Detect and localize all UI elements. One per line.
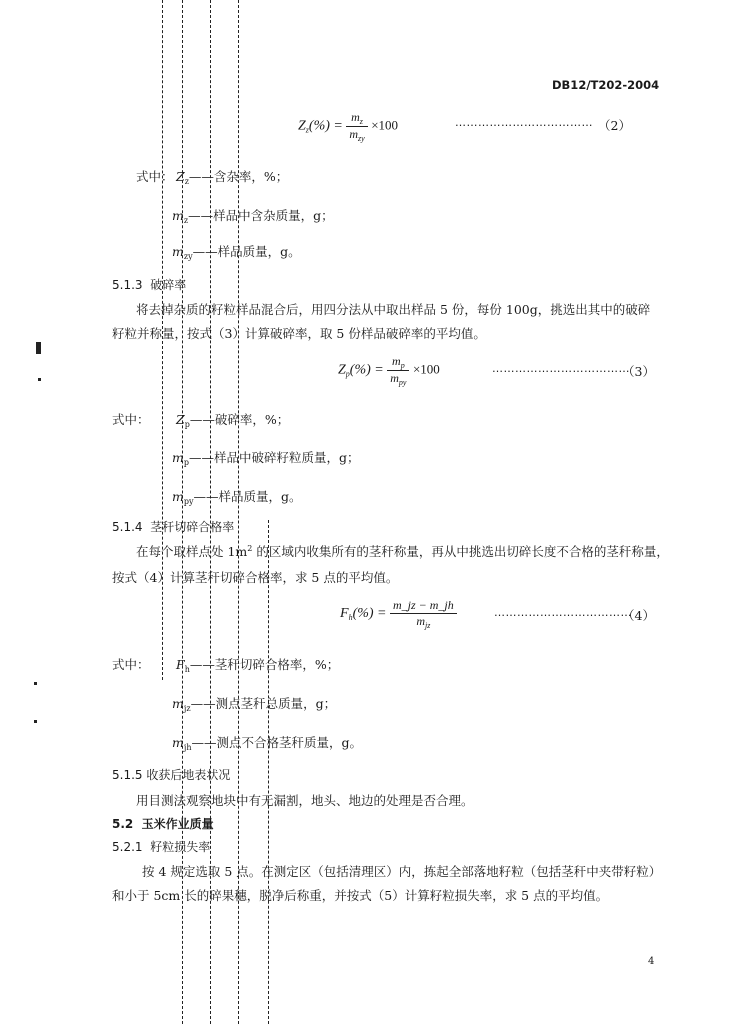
- page-number: 4: [648, 956, 655, 967]
- def-4-2-sub: jz: [183, 704, 191, 713]
- formula-2-fraction: [346, 110, 367, 143]
- def-3-3: [172, 487, 302, 506]
- formula-4: [340, 598, 457, 630]
- section-5-1-4-title: 茎秆切碎合格率: [150, 520, 235, 534]
- def-2-1-sub: z: [184, 177, 189, 186]
- formula-2-denominator: m: [349, 127, 359, 141]
- def-4-1-sub: h: [184, 665, 190, 674]
- formula-3-numerator-sub: p: [400, 361, 405, 370]
- section-5-1-4-text-b: 的区域内收集所有的茎秆称量，再从中挑选出切碎长度不合格的茎秆称量，: [252, 544, 669, 559]
- formula-4-number: （4）: [622, 608, 655, 623]
- def-3-1-symbol: Z: [176, 412, 185, 427]
- section-5-2-heading: [112, 815, 214, 832]
- def-3-3-symbol: m: [172, 489, 184, 504]
- def-4-1-text: ——茎秆切碎合格率，%；: [189, 657, 340, 672]
- def-3-1: [176, 410, 289, 429]
- section-5-1-4-text-a: 在每个取样点处 1m: [136, 544, 248, 559]
- formula-2-lhs: Z: [298, 118, 306, 134]
- where-label-4: 式中：: [112, 657, 150, 672]
- scan-line-5: [268, 520, 269, 1024]
- formula-2-lhs-sub: z: [305, 125, 309, 135]
- def-2-1: [176, 167, 288, 186]
- def-2-3: [172, 242, 301, 261]
- formula-3-number: （3）: [622, 364, 655, 379]
- section-5-2-1-number: 5.2.1: [112, 840, 143, 854]
- formula-3-fraction: [387, 354, 409, 387]
- section-5-1-3-para-line-2: 籽粒并称量，按式（3）计算破碎率，取 5 份样品破碎率的平均值。: [112, 326, 486, 341]
- formula-2-denominator-sub: zy: [358, 134, 365, 143]
- def-4-1-symbol: F: [176, 657, 185, 672]
- formula-3-numerator: m: [392, 354, 401, 368]
- scan-speck: [38, 378, 41, 381]
- def-3-2-symbol: m: [172, 450, 184, 465]
- def-4-1: [176, 655, 339, 674]
- formula-3-dots: ………………………………: [492, 362, 630, 375]
- formula-3-lhs: Z: [338, 362, 346, 378]
- def-3-3-text: ——样品质量，g。: [193, 489, 302, 504]
- def-2-2-sub: z: [183, 216, 189, 225]
- formula-2-number: （2）: [598, 118, 631, 133]
- def-4-2-text: ——测点茎秆总质量，g；: [190, 696, 337, 711]
- formula-4-numerator: m_jz − m_jh: [393, 598, 454, 612]
- formula-4-lhs: F: [340, 606, 349, 622]
- formula-4-denominator: m: [416, 614, 426, 628]
- section-5-1-5-para: 用目测法观察地块中有无漏割，地头、地边的处理是否合理。: [136, 793, 474, 808]
- def-2-2: [172, 206, 334, 225]
- where-label-2: 式中：: [136, 169, 174, 184]
- def-3-1-sub: p: [184, 420, 190, 429]
- def-3-3-sub: py: [183, 497, 194, 506]
- section-5-2-1-para-line-2: 和小于 5cm 长的碎果穗，脱净后称重，并按式（5）计算籽粒损失率，求 5 点的平均值。: [112, 888, 609, 903]
- def-2-3-sub: zy: [183, 252, 193, 261]
- formula-2-numerator: m: [351, 110, 360, 124]
- document-code: DB12/T202-2004: [552, 78, 660, 92]
- section-5-1-5-heading: [112, 766, 230, 783]
- formula-2-numerator-sub: z: [359, 117, 363, 126]
- section-5-1-3-number: 5.1.3: [112, 278, 143, 292]
- section-5-1-3-title: 破碎率: [150, 278, 187, 292]
- formula-4-denominator-sub: jz: [425, 621, 431, 630]
- formula-3: [338, 354, 440, 387]
- formula-3-denominator: m: [390, 371, 399, 385]
- where-label-3: 式中：: [112, 412, 150, 427]
- def-2-1-text: ——含杂率，%；: [188, 169, 289, 184]
- section-5-1-4-heading: [112, 518, 234, 535]
- def-4-2-symbol: m: [172, 696, 184, 711]
- formula-3-lhs-sub: p: [345, 369, 350, 379]
- formula-2-pct: (%) =: [308, 118, 343, 134]
- formula-3-multiplier: ×100: [412, 361, 440, 377]
- scan-speck: [34, 682, 37, 685]
- formula-2-multiplier: ×100: [371, 117, 399, 133]
- formula-4-fraction: [390, 598, 457, 630]
- def-3-2: [172, 448, 360, 467]
- def-2-2-symbol: m: [172, 208, 184, 223]
- section-5-1-3-para-line-1: 将去掉杂质的籽粒样品混合后，用四分法从中取出样品 5 份，每份 100g，挑选出其中的破碎: [136, 302, 651, 317]
- def-4-3-symbol: m: [172, 735, 184, 750]
- section-5-1-5-title: 收获后地表状况: [146, 768, 231, 782]
- formula-2: [298, 110, 398, 143]
- section-5-2-title: 玉米作业质量: [141, 817, 214, 831]
- section-5-2-1-para-line-1: 按 4 规定选取 5 点。在测定区（包括清理区）内，拣起全部落地籽粒（包括茎秆中夹带籽粒）: [142, 864, 662, 879]
- formula-4-lhs-sub: h: [348, 613, 353, 623]
- def-2-3-text: ——样品质量，g。: [192, 244, 301, 259]
- def-3-2-sub: p: [183, 458, 189, 467]
- section-5-2-1-title: 籽粒损失率: [150, 840, 211, 854]
- formula-3-pct: (%) =: [349, 362, 384, 378]
- def-4-2: [172, 694, 336, 713]
- formula-4-dots: ………………………………: [494, 606, 632, 619]
- def-4-3-text: ——测点不合格茎秆质量，g。: [191, 735, 363, 750]
- section-5-2-1-heading: [112, 838, 210, 855]
- section-5-1-4-number: 5.1.4: [112, 520, 143, 534]
- section-5-1-4-superscript: 2: [247, 543, 253, 553]
- def-2-1-symbol: Z: [176, 169, 185, 184]
- def-2-2-text: ——样品中含杂质量，g；: [188, 208, 334, 223]
- scan-speck: [36, 342, 41, 354]
- def-4-3-sub: jh: [183, 743, 192, 752]
- formula-2-dots: ………………………………: [455, 116, 593, 129]
- section-5-2-number: 5.2: [112, 817, 134, 831]
- section-5-1-4-para-line-1: [136, 542, 669, 560]
- def-4-3: [172, 733, 362, 752]
- def-3-1-text: ——破碎率，%；: [189, 412, 290, 427]
- section-5-1-3-heading: [112, 276, 186, 293]
- def-3-2-text: ——样品中破碎籽粒质量，g；: [188, 450, 360, 465]
- section-5-1-4-para-line-2: 按式（4）计算茎秆切碎合格率，求 5 点的平均值。: [112, 570, 399, 585]
- formula-4-pct: (%) =: [352, 606, 387, 622]
- scan-speck: [34, 720, 37, 723]
- section-5-1-5-number: 5.1.5: [112, 768, 143, 782]
- formula-3-denominator-sub: py: [398, 378, 407, 387]
- def-2-3-symbol: m: [172, 244, 184, 259]
